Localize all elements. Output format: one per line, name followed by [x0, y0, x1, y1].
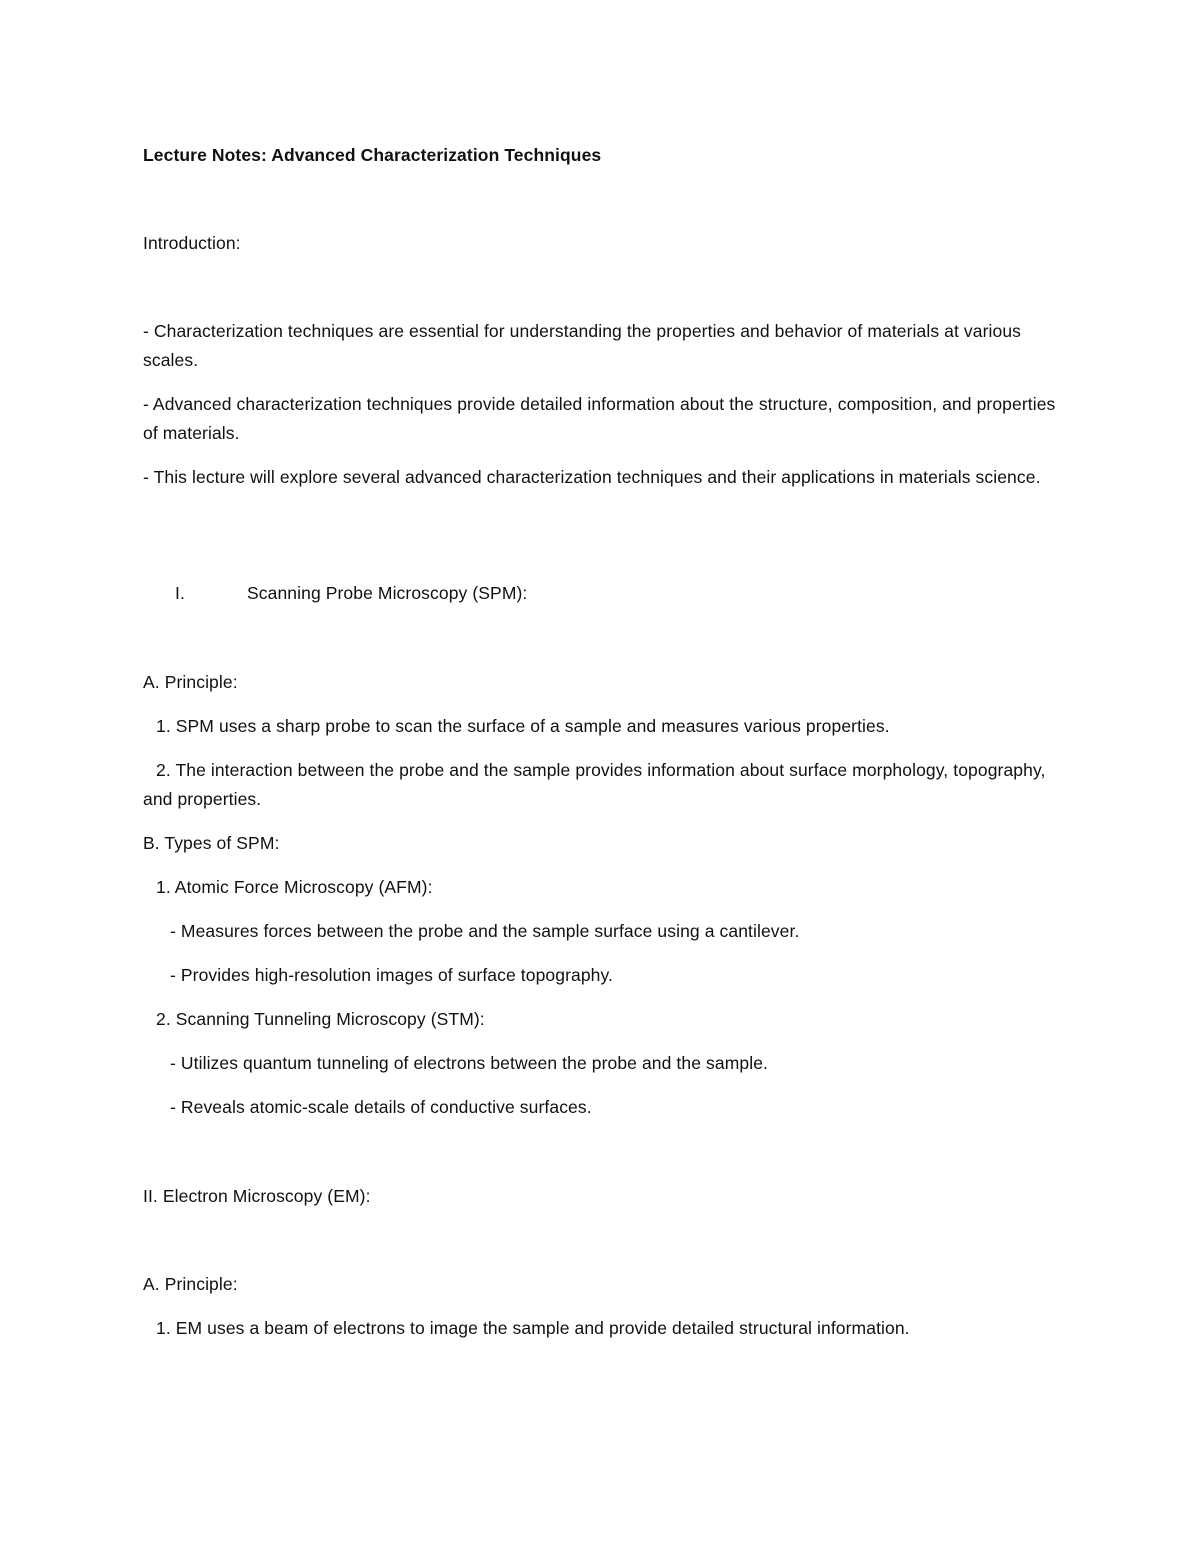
stm-bullet: - Utilizes quantum tunneling of electrons between the probe and the sample.: [170, 1053, 768, 1073]
document-title: Lecture Notes: Advanced Characterization Techniques: [143, 145, 602, 165]
afm-heading: 1. Atomic Force Microscopy (AFM):: [156, 877, 433, 897]
intro-heading: Introduction:: [143, 233, 241, 253]
stm-bullet: - Reveals atomic-scale details of conductive surfaces.: [170, 1097, 592, 1117]
section1-principle-heading: A. Principle:: [143, 672, 238, 692]
intro-bullet: - Characterization techniques are essential for understanding the properties and behavior of materials at various scales.: [143, 321, 1022, 370]
intro-bullet: - Advanced characterization techniques provide detailed information about the structure, composition, and properties of materials.: [143, 394, 1056, 443]
section2-principle-heading: A. Principle:: [143, 1274, 238, 1294]
stm-heading: 2. Scanning Tunneling Microscopy (STM):: [156, 1009, 485, 1029]
section2-principle-item: 1. EM uses a beam of electrons to image the sample and provide detailed structural information.: [156, 1318, 910, 1338]
afm-bullet: - Measures forces between the probe and the sample surface using a cantilever.: [170, 921, 800, 941]
section1-title: Scanning Probe Microscopy (SPM):: [247, 583, 528, 603]
section1-principle-item: 2. The interaction between the probe and the sample provides information about surface morphology, topography, and properties.: [143, 760, 1046, 809]
intro-bullet: - This lecture will explore several advanced characterization techniques and their applications in materials science.: [143, 467, 1041, 487]
section1-types-heading: B. Types of SPM:: [143, 833, 280, 853]
section1-numeral: I.: [175, 583, 185, 603]
afm-bullet: - Provides high-resolution images of surface topography.: [170, 965, 614, 985]
section1-principle-item: 1. SPM uses a sharp probe to scan the surface of a sample and measures various properties.: [156, 716, 890, 736]
section2-heading: II. Electron Microscopy (EM):: [143, 1186, 371, 1206]
